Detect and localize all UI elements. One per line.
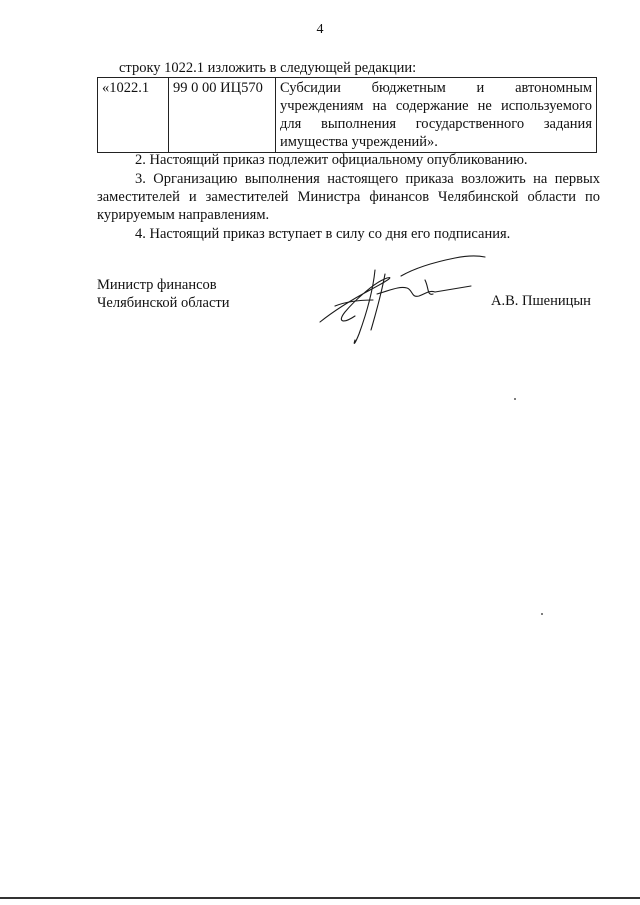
scan-speck: [541, 613, 543, 615]
scan-speck: [514, 398, 516, 400]
paragraph-3: 3. Организацию выполнения настоящего приказа возложить на первых заместителей и заместителей Министра финансов Челябинской области по курируемым направлениям.: [97, 171, 600, 223]
handwritten-signature: [315, 250, 495, 350]
target-code-cell: 99 0 00 ИЦ570: [169, 78, 276, 153]
signatory-name: А.В. Пшеницын: [491, 293, 591, 309]
table-row: [98, 78, 597, 153]
description-cell: Субсидии бюджетным и автономным учреждениям на содержание не используемого для выполнения государственного задания имущества учреждений».: [276, 78, 597, 153]
signatory-title-line2: Челябинской области: [97, 295, 230, 311]
paragraph-4: 4. Настоящий приказ вступает в силу со дня его подписания.: [135, 226, 511, 242]
bottom-rule: [0, 897, 640, 899]
intro-line: строку 1022.1 изложить в следующей редакции:: [119, 60, 417, 76]
budget-table: [97, 77, 597, 153]
signatory-title: [97, 276, 230, 312]
signatory-title-line1: Министр финансов: [97, 277, 217, 293]
page-number: 4: [316, 22, 324, 37]
row-code-cell: «1022.1: [98, 78, 169, 153]
paragraph-2: 2. Настоящий приказ подлежит официальному опубликованию.: [135, 152, 528, 168]
